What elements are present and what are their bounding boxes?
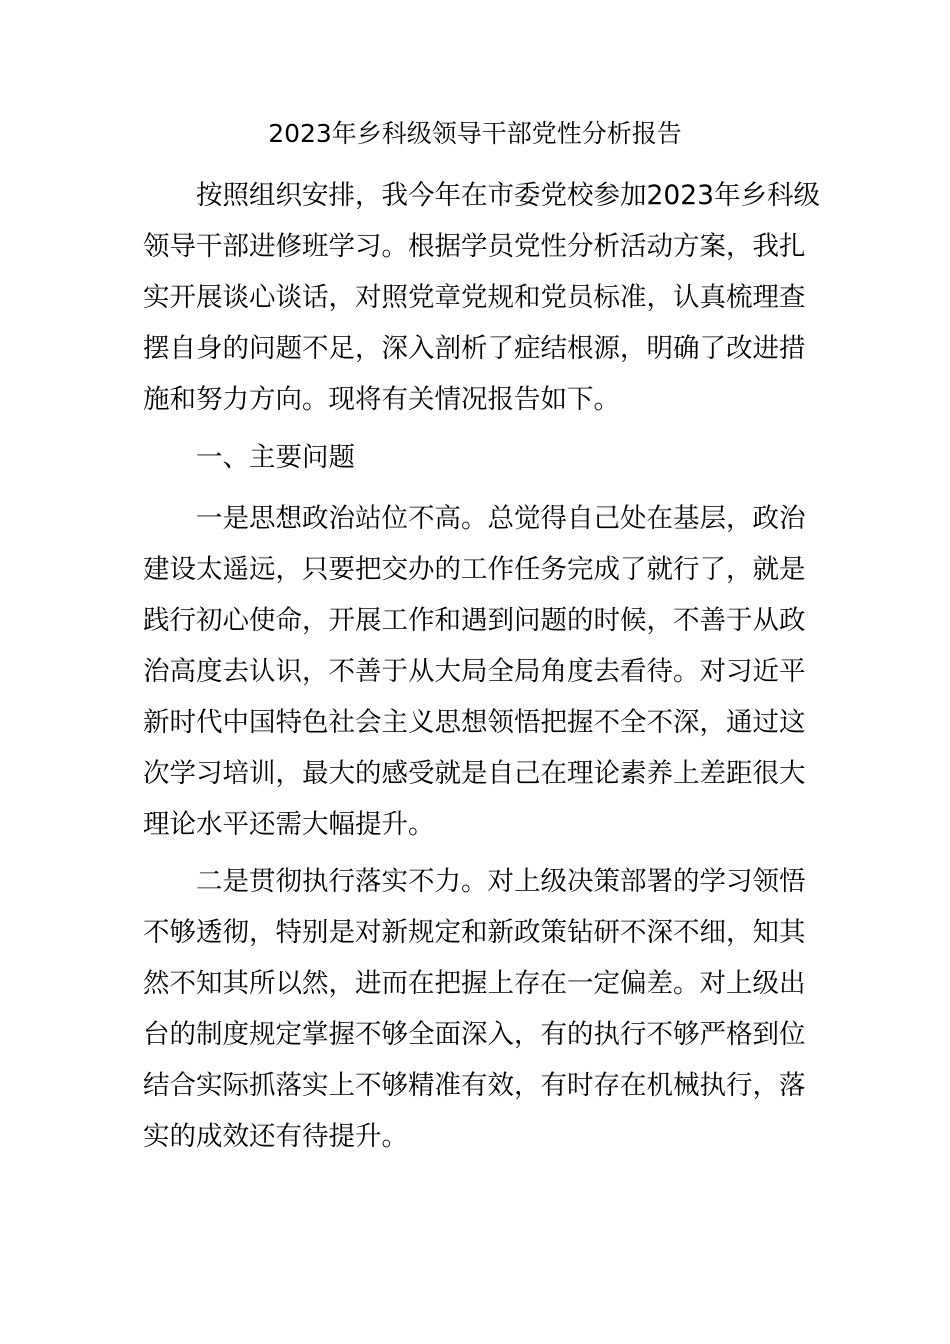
paragraph-line: 领导干部进修班学习。根据学员党性分析活动方案，我扎	[143, 231, 806, 262]
section-heading-text: 一、主要问题	[196, 442, 355, 473]
paragraph-line: 一是思想政治站位不高。总觉得自己处在基层，政治	[196, 503, 806, 534]
section-heading	[143, 432, 807, 483]
paragraph-line: 摆自身的问题不足，深入剖析了症结根源，明确了改进措	[143, 333, 806, 364]
paragraph-line: 施和努力方向。现将有关情况报告如下。	[143, 384, 620, 415]
paragraph-line: 践行初心使命，开展工作和遇到问题的时候，不善于从政	[143, 605, 806, 636]
paragraph-line: 理论水平还需大幅提升。	[143, 809, 435, 840]
paragraph-line: 实的成效还有待提升。	[143, 1121, 408, 1152]
paragraph-line: 不够透彻，特别是对新规定和新政策钻研不深不细，知其	[143, 917, 806, 948]
paragraph-line: 然不知其所以然，进而在把握上存在一定偏差。对上级出	[143, 968, 806, 999]
paragraph-line: 新时代中国特色社会主义思想领悟把握不全不深，通过这	[143, 707, 806, 738]
paragraph-line: 次学习培训，最大的感受就是自己在理论素养上差距很大	[143, 758, 806, 789]
paragraph-line: 实开展谈心谈话，对照党章党规和党员标准，认真梳理查	[143, 282, 806, 313]
document-title: 2023年乡科级领导干部党性分析报告	[268, 119, 682, 148]
paragraph-line: 结合实际抓落实上不够精准有效，有时存在机械执行，落	[143, 1070, 806, 1101]
intro-paragraph	[143, 170, 820, 425]
paragraph-line: 二是贯彻执行落实不力。对上级决策部署的学习领悟	[196, 866, 806, 897]
problem-paragraph-1	[143, 493, 807, 850]
problem-paragraph-2	[143, 856, 807, 1162]
paragraph-line: 按照组织安排，我今年在市委党校参加2023年乡科级	[196, 180, 820, 211]
paragraph-line: 建设太遥远，只要把交办的工作任务完成了就行了，就是	[143, 554, 806, 585]
paragraph-line: 台的制度规定掌握不够全面深入，有的执行不够严格到位	[143, 1019, 806, 1050]
paragraph-line: 治高度去认识，不善于从大局全局角度去看待。对习近平	[143, 656, 806, 687]
